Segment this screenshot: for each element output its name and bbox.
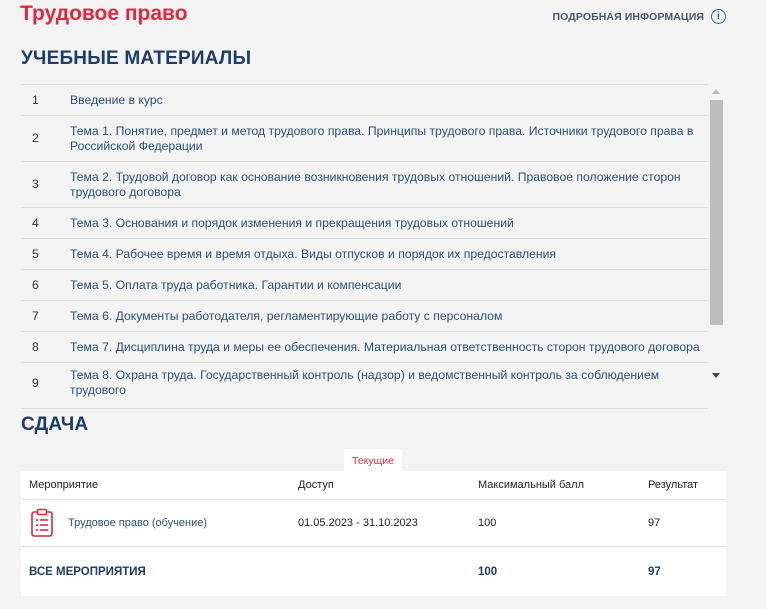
table-row[interactable] [21,500,726,547]
material-number: 1 [32,92,39,107]
scroll-thumb[interactable] [710,100,723,325]
total-label: ВСЕ МЕРОПРИЯТИЯ [29,565,146,578]
info-icon: i [711,9,726,24]
materials-section-title: УЧЕБНЫЕ МАТЕРИАЛЫ [21,48,252,69]
material-item-1[interactable] [21,85,708,116]
material-title[interactable]: Тема 4. Рабочее время и время отдыха. Виды отпусков и порядок их предоставления [70,246,557,261]
material-number: 7 [32,308,39,323]
clipboard-icon [29,508,55,538]
material-number: 9 [32,376,39,390]
material-number: 4 [32,215,39,230]
max-score: 100 [478,517,497,529]
material-number: 8 [32,339,39,354]
material-item-8[interactable] [21,332,708,363]
scroll-down-arrow-icon[interactable] [712,373,720,378]
results-table [21,471,726,596]
material-item-3[interactable] [21,162,708,208]
details-link-label: ПОДРОБНАЯ ИНФОРМАЦИЯ [552,10,704,23]
tab-current[interactable]: Текущие [344,449,402,472]
total-result: 97 [648,565,661,578]
material-title[interactable]: Тема 7. Дисциплина труда и меры ее обеспечения. Материальная ответственность сторон трудового договора [70,339,700,354]
event-cell [21,508,298,538]
event-name-link[interactable]: Трудовое право (обучение) [68,517,208,529]
submission-section-title: СДАЧА [21,414,89,435]
table-header-row [21,471,726,500]
column-header-max-score: Максимальный балл [478,479,584,491]
page-title: Трудовое право [20,2,188,25]
column-header-result: Результат [648,479,699,491]
access-period: 01.05.2023 - 31.10.2023 [298,517,418,529]
material-title[interactable]: Тема 8. Охрана труда. Государственный контроль (надзор) и ведомственный контроль за соблюдением трудового [70,368,660,397]
material-number: 2 [32,131,39,145]
material-title[interactable]: Тема 6. Документы работодателя, регламентирующие работу с персоналом [70,308,503,323]
scroll-up-arrow-icon[interactable] [712,89,720,94]
table-total-row [21,547,726,596]
material-title[interactable]: Тема 1. Понятие, предмет и метод трудового права. Принципы трудового права. Источники трудового права в Российской Федерации [70,123,694,153]
material-title[interactable]: Тема 5. Оплата труда работника. Гарантии и компенсации [70,277,402,292]
material-title[interactable]: Тема 2. Трудовой договор как основание возникновения трудовых отношений. Правовое положение сторон трудового договора [70,169,681,199]
material-item-5[interactable] [21,239,708,270]
material-item-4[interactable] [21,208,708,239]
material-number: 3 [32,177,39,191]
material-item-2[interactable] [21,116,708,162]
materials-list-container[interactable] [21,84,726,397]
result-score: 97 [648,517,661,529]
material-number: 6 [32,277,39,292]
material-item-6[interactable] [21,270,708,301]
column-header-access: Доступ [298,479,334,491]
materials-scrollbar[interactable] [708,84,726,384]
total-max-score: 100 [478,565,498,578]
material-title[interactable]: Введение в курс [70,92,163,107]
material-title[interactable]: Тема 3. Основания и порядок изменения и прекращения трудовых отношений [70,215,514,230]
material-item-7[interactable] [21,301,708,332]
column-header-event: Мероприятие [29,479,99,491]
material-number: 5 [32,246,39,261]
details-link[interactable] [553,9,726,24]
material-item-9[interactable] [21,363,708,409]
materials-list [21,84,708,409]
